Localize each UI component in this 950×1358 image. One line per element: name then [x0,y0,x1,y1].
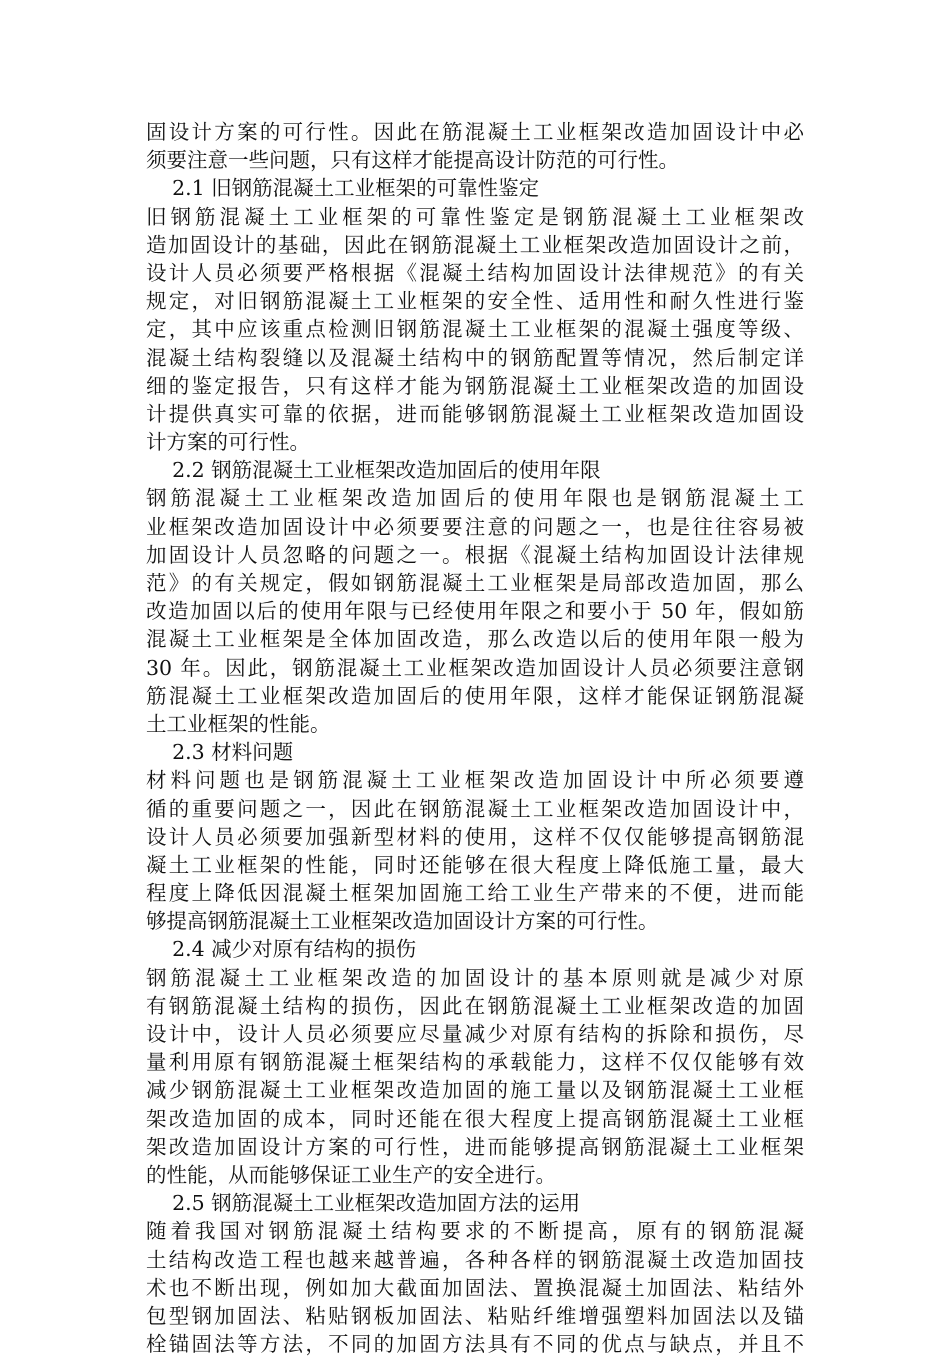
text-line: 旧钢筋混凝土工业框架的可靠性鉴定是钢筋混凝土工业框架改 [146,204,804,229]
text-line: 筋混凝土工业框架改造加固后的使用年限，这样才能保证钢筋混凝 [146,683,804,708]
text-line: 量利用原有钢筋混凝土框架结构的承载能力，这样不仅仅能够有效 [146,1050,804,1075]
text-line: 术也不断出现，例如加大截面加固法、置换混凝土加固法、粘结外 [146,1275,804,1300]
text-line: 定，其中应该重点检测旧钢筋混凝土工业框架的混凝土强度等级、 [146,317,804,342]
text-line: 的性能，从而能够保证工业生产的安全进行。 [146,1162,556,1187]
text-line: 有钢筋混凝土结构的损伤，因此在钢筋混凝土工业框架改造的加固 [146,993,804,1018]
text-line: 2.2 钢筋混凝土工业框架改造加固后的使用年限 [146,458,601,483]
text-line: 须要注意一些问题，只有这样才能提高设计防范的可行性。 [146,148,679,173]
text-line: 钢筋混凝土工业框架改造的加固设计的基本原则就是减少对原 [146,965,804,990]
text-line: 土工业框架的性能。 [146,711,331,736]
text-line: 够提高钢筋混凝土工业框架改造加固设计方案的可行性。 [146,909,659,934]
text-line: 包型钢加固法、粘贴钢板加固法、粘贴纤维增强塑料加固法以及锚 [146,1303,804,1328]
text-line: 栓锚固法等方法，不同的加固方法具有不同的优点与缺点，并且不 [146,1332,804,1357]
text-line: 减少钢筋混凝土工业框架改造加固的施工量以及钢筋混凝土工业框 [146,1078,804,1103]
text-line: 规定，对旧钢筋混凝土工业框架的安全性、适用性和耐久性进行鉴 [146,289,804,314]
text-line: 循的重要问题之一，因此在钢筋混凝土工业框架改造加固设计中， [146,796,804,821]
text-line: 混凝土工业框架是全体加固改造，那么改造以后的使用年限一般为 [146,627,804,652]
text-line: 计提供真实可靠的依据，进而能够钢筋混凝土工业框架改造加固设 [146,401,804,426]
text-line: 改造加固以后的使用年限与已经使用年限之和要小于 50 年，假如筋 [146,599,804,624]
text-line: 2.3 材料问题 [146,740,294,765]
text-line: 造加固设计的基础，因此在钢筋混凝土工业框架改造加固设计之前， [146,232,804,257]
text-line: 混凝土结构裂缝以及混凝土结构中的钢筋配置等情况，然后制定详 [146,345,804,370]
text-line: 2.5 钢筋混凝土工业框架改造加固方法的运用 [146,1191,581,1216]
text-line: 架改造加固设计方案的可行性，进而能够提高钢筋混凝土工业框架 [146,1134,804,1159]
text-line: 程度上降低因混凝土框架加固施工给工业生产带来的不便，进而能 [146,881,804,906]
text-line: 细的鉴定报告，只有这样才能为钢筋混凝土工业框架改造的加固设 [146,373,804,398]
text-line: 材料问题也是钢筋混凝土工业框架改造加固设计中所必须要遵 [146,768,804,793]
text-line: 架改造加固的成本，同时还能在很大程度上提高钢筋混凝土工业框 [146,1106,804,1131]
text-line: 设计人员必须要严格根据《混凝土结构加固设计法律规范》的有关 [146,260,804,285]
text-line: 随着我国对钢筋混凝土结构要求的不断提高，原有的钢筋混凝 [146,1219,804,1244]
text-line: 土结构改造工程也越来越普遍，各种各样的钢筋混凝土改造加固技 [146,1247,804,1272]
text-line: 设计中，设计人员必须要应尽量减少对原有结构的拆除和损伤，尽 [146,1022,804,1046]
text-line: 凝土工业框架的性能，同时还能够在很大程度上降低施工量，最大 [146,852,804,877]
document-body [146,118,804,1358]
text-line: 加固设计人员忽略的问题之一。根据《混凝土结构加固设计法律规 [146,542,804,567]
text-line: 2.1 旧钢筋混凝土工业框架的可靠性鉴定 [146,176,540,201]
text-line: 钢筋混凝土工业框架改造加固后的使用年限也是钢筋混凝土工 [146,486,804,511]
text-line: 业框架改造加固设计中必须要要注意的问题之一，也是往往容易被 [146,514,804,539]
text-line: 2.4 减少对原有结构的损伤 [146,937,417,962]
text-line: 计方案的可行性。 [146,430,310,455]
text-line: 范》的有关规定，假如钢筋混凝土工业框架是局部改造加固，那么 [146,571,804,595]
text-line: 设计人员必须要加强新型材料的使用，这样不仅仅能够提高钢筋混 [146,824,804,849]
text-line: 固设计方案的可行性。因此在筋混凝土工业框架改造加固设计中必 [146,120,804,144]
text-line: 30 年。因此，钢筋混凝土工业框架改造加固设计人员必须要注意钢 [146,655,804,680]
